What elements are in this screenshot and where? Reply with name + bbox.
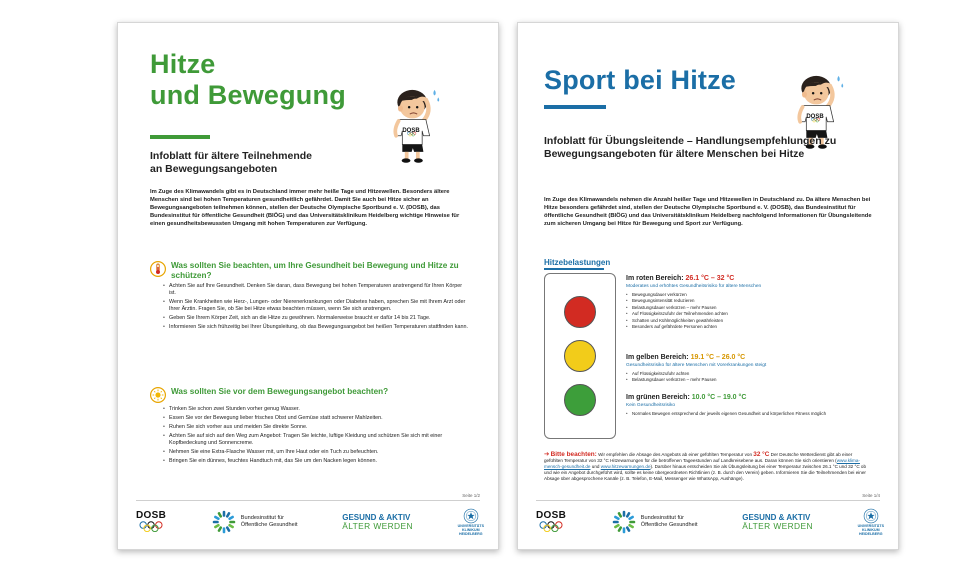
footer-divider <box>136 500 480 501</box>
list-item: • Achten Sie auf sich auf den Weg zum Angebot: Tragen Sie leichte, luftige Kleidung und schützen Sie sich mit einer Kopfbedeckung und Sonnencreme. <box>163 433 470 447</box>
section-label-heat-stress: Hitzebelastungen <box>544 258 611 267</box>
page-number: Seite 1/2 <box>462 493 480 498</box>
dosb-logo <box>136 511 166 533</box>
list-item: • Achten Sie auf Ihre Gesundheit. Denken Sie daran, dass Bewegung bei hohen Temperaturen anstrengend für Ihren Körper ist. <box>163 283 470 297</box>
list-item: • Ruhen Sie sich vorher aus und meiden Sie direkte Sonne. <box>163 424 470 431</box>
gesund-aktiv-logo <box>742 514 813 531</box>
bioeg-name-line-1: Bundesinstitut für <box>640 515 684 522</box>
list-item: • Wenn Sie Krankheiten wie Herz-, Lungen- oder Nierenerkrankungen oder Diabetes haben, sprechen Sie mit Ihrem Arzt oder Ihrer Ärztin. Fragen Sie, ob Sie bei Hitze etwas beachten müssen, wenn Sie sich anstrengen. <box>163 299 470 313</box>
section-before-activity <box>150 387 470 467</box>
uniklinikum-heidelberg-logo <box>858 508 884 537</box>
list-item: • Auf Flüssigkeitszufuhr der Teilnehmenden achten <box>626 311 880 317</box>
traffic-light-graphic <box>544 273 616 439</box>
zone-temperature: 10.0 °C – 19.0 °C <box>691 394 747 401</box>
bioeg-logo <box>611 509 698 535</box>
title-line-2: und Bewegung <box>150 80 346 110</box>
note-label: Bitte beachten: <box>550 451 597 458</box>
olympic-rings-icon <box>538 521 564 533</box>
list-item: • Auf Flüssigkeitszufuhr achten <box>626 371 880 377</box>
link-hitzewarnungen[interactable]: www.hitzewarnungen.de <box>600 464 651 469</box>
note-text: ). Darüber hinaus entscheiden Sie als Übungsleitung bei einer Temperatur zwischen 26.1 °C und 32 °C ob und wie ein Angebot durchgeführt wird, sollte es keine übergeordneten Richtlinien (z. B. durch den Verein) geben. Informieren Sie die Teilnehmenden bei einer Absage über abgesprochene Kanäle (z. B. Telefon, E-Mail, Messenger wie WhatsApp, Aushänge). <box>544 464 867 481</box>
list-item: • Normales Bewegen entsprechend der jeweils eigenen Gesundheit und körperlichen Fitness möglich <box>626 411 880 417</box>
list-item: • Nehmen Sie eine Extra-Flasche Wasser mit, um Ihre Haut oder ein Tuch zu befeuchten. <box>163 449 470 456</box>
list-item: • Essen Sie vor der Bewegung lieber frisches Obst und Gemüse statt schwerer Mahlzeiten. <box>163 415 470 422</box>
zone-temperature: 26.1 °C – 32 °C <box>685 275 735 282</box>
list-item: • Belastungsdauer verkürzen – mehr Pausen <box>626 305 880 311</box>
uni-line-1: UNIVERSITÄTS <box>457 523 484 528</box>
infosheet-sport-bei-hitze <box>517 22 899 550</box>
note-text: Wir empfehlen die Absage des Angebots ab einer gefühlten Temperatur von <box>598 452 752 457</box>
university-seal-icon <box>863 508 879 524</box>
university-seal-icon <box>463 508 479 524</box>
gesund-aktiv-line-2: ÄLTER WERDEN <box>742 520 813 531</box>
section-title: Was sollten Sie beachten, um Ihre Gesundheit bei Bewegung und Hitze zu schützen? <box>171 261 459 280</box>
intro-paragraph: Im Zuge des Klimawandels gibt es in Deutschland immer mehr heiße Tage und Hitzewellen. Besonders ältere Menschen sind bei hohen Temperaturen gesundheitlich gefährdet. Damit Sie auch bei Hitze sicher an Bewegungsangeboten teilnehmen können, stellen der Deutsche Olympische Sportbund e. V. (DOSB), das Bundesinstitut für öffentliche Gesundheit (BIÖG) und das Universitätsklinikum Heidelberg wichtige Hinweise für einen gesundheitsbewussten Umgang mit hohen Temperaturen zur Verfügung. <box>150 189 460 227</box>
intro-paragraph: Im Zuge des Klimawandels nehmen die Anzahl heißer Tage und Hitzewellen in Deutschland zu. Da ältere Menschen bei Hitze besonders gefährdet sind, stellen der Deutsche Olympische Sportbund e. V. (DOSB), das Bundesinstitut für öffentliche Gesundheit (BIÖG) und das Universitätsklinikum Heidelberg nachfolgend Informationen für Übungsleitende zum sicheren Umgang bei Hitze für Bewegung und Sport zur Verfügung. <box>544 197 872 227</box>
bullet-list <box>150 283 470 332</box>
olympic-rings-icon <box>138 521 164 533</box>
zone-title: Im gelben Bereich: <box>626 354 689 361</box>
bioeg-name-line-2: Öffentliche Gesundheit <box>640 522 698 528</box>
dosb-wordmark: DOSB <box>536 510 567 521</box>
page-number: Seite 1/4 <box>862 493 880 498</box>
bullet-list <box>626 292 880 331</box>
title-underline <box>544 105 606 109</box>
zone-yellow <box>626 354 880 384</box>
infosheet-hitze-und-bewegung <box>117 22 499 550</box>
note-threshold: 32 °C <box>753 451 770 458</box>
bioeg-name-line-2: Öffentliche Gesundheit <box>240 522 298 528</box>
list-item: • Bewegungsdauer verkürzen <box>626 292 880 298</box>
list-item: • Trinken Sie schon zwei Stunden vorher genug Wasser. <box>163 406 470 413</box>
arrow-right-icon: ➔ <box>544 451 550 458</box>
footer-logos <box>536 505 884 539</box>
list-item: • Belastungsdauer verkürzen – mehr Pausen <box>626 377 880 383</box>
zone-temperature: 19.1 °C – 26.0 °C <box>690 354 746 361</box>
zone-risk: Moderates und erhöhtes Gesundheitsrisiko für ältere Menschen <box>626 283 762 289</box>
subtitle-line-1: Infoblatt für ältere Teilnehmende <box>150 150 312 162</box>
uni-line-2: KLINIKUM <box>862 527 880 532</box>
note-paragraph <box>544 452 872 482</box>
title-underline <box>150 135 210 139</box>
gesund-aktiv-line-2: ÄLTER WERDEN <box>342 520 413 531</box>
gesund-aktiv-line-1: GESUND & AKTIV <box>342 512 411 522</box>
green-lamp <box>564 384 596 416</box>
bullet-list <box>150 406 470 465</box>
list-item: • Bewegungsintensität reduzieren <box>626 298 880 304</box>
subtitle-line-2: an Bewegungsangeboten <box>150 163 278 175</box>
zone-red <box>626 275 880 331</box>
title-line-1: Hitze <box>150 49 216 79</box>
bioeg-emblem-icon <box>611 509 637 535</box>
uni-line-1: UNIVERSITÄTS <box>857 523 884 528</box>
bioeg-logo <box>211 509 298 535</box>
list-item: • Geben Sie Ihrem Körper Zeit, sich an die Hitze zu gewöhnen. Normalerweise braucht er dafür 14 bis 21 Tage. <box>163 315 470 322</box>
thermometer-icon <box>150 261 166 277</box>
bioeg-name-line-1: Bundesinstitut für <box>240 515 284 522</box>
list-item: • Schatten und Kühlmöglichkeiten gewährleisten <box>626 318 880 324</box>
list-item: • Informieren Sie sich frühzeitig bei Ihrer Übungsleitung, ob das Bewegungsangebot bei heißen Temperaturen stattfinden kann. <box>163 324 470 331</box>
uni-line-2: KLINIKUM <box>462 527 480 532</box>
list-item: • Besonders auf gefährdete Personen achten <box>626 324 880 330</box>
sheet-subtitle: Infoblatt für Übungsleitende – Handlungsempfehlungen zu Bewegungsangeboten für ältere Menschen bei Hitze <box>544 135 837 160</box>
footer-divider <box>536 500 880 501</box>
zone-risk: Kein Gesundheitsrisiko <box>626 402 676 408</box>
link-klima-mensch-gesundheit[interactable]: www.klima-mensch-gesundheit.de <box>544 458 860 469</box>
mascot-shirt-label: DOSB <box>402 128 420 134</box>
note-text: und <box>590 464 601 469</box>
uni-line-3: HEIDELBERG <box>459 532 483 537</box>
yellow-lamp <box>564 340 596 372</box>
bullet-list <box>626 371 880 383</box>
zone-title: Im grünen Bereich: <box>626 394 690 401</box>
section-label-underline <box>544 268 604 270</box>
zone-title: Im roten Bereich: <box>626 275 684 282</box>
gesund-aktiv-logo <box>342 514 413 531</box>
sheet-subtitle <box>150 150 466 176</box>
list-item: • Bringen Sie ein dünnes, feuchtes Handtuch mit, das Sie um den Nacken legen können. <box>163 458 470 465</box>
sun-icon <box>150 387 166 403</box>
note-text: Der Deutsche Wetterdienst gibt ab einer gefühlten Temperatur von 32 °C Hitzewarnungen für die betroffenen Tageestunden auf Landkreisebene aus. Daran können Sie sich orientieren ( <box>544 452 853 463</box>
bullet-list <box>626 411 880 417</box>
uniklinikum-heidelberg-logo <box>458 508 484 537</box>
zone-green <box>626 394 880 417</box>
uni-line-3: HEIDELBERG <box>859 532 883 537</box>
section-title: Was sollten Sie vor dem Bewegungsangebot beachten? <box>171 387 389 396</box>
mascot-shirt-label: DOSB <box>806 114 824 120</box>
footer-logos <box>136 505 484 539</box>
gesund-aktiv-line-1: GESUND & AKTIV <box>742 512 811 522</box>
dosb-logo <box>536 511 566 533</box>
zone-risk: Gesundheitsrisiko für ältere Menschen mit Vorerkrankungen steigt <box>626 362 767 368</box>
dosb-wordmark: DOSB <box>136 510 167 521</box>
red-lamp <box>564 296 596 328</box>
section-protect-health <box>150 261 470 333</box>
bioeg-emblem-icon <box>211 509 237 535</box>
sheet-title: Sport bei Hitze <box>544 65 737 95</box>
